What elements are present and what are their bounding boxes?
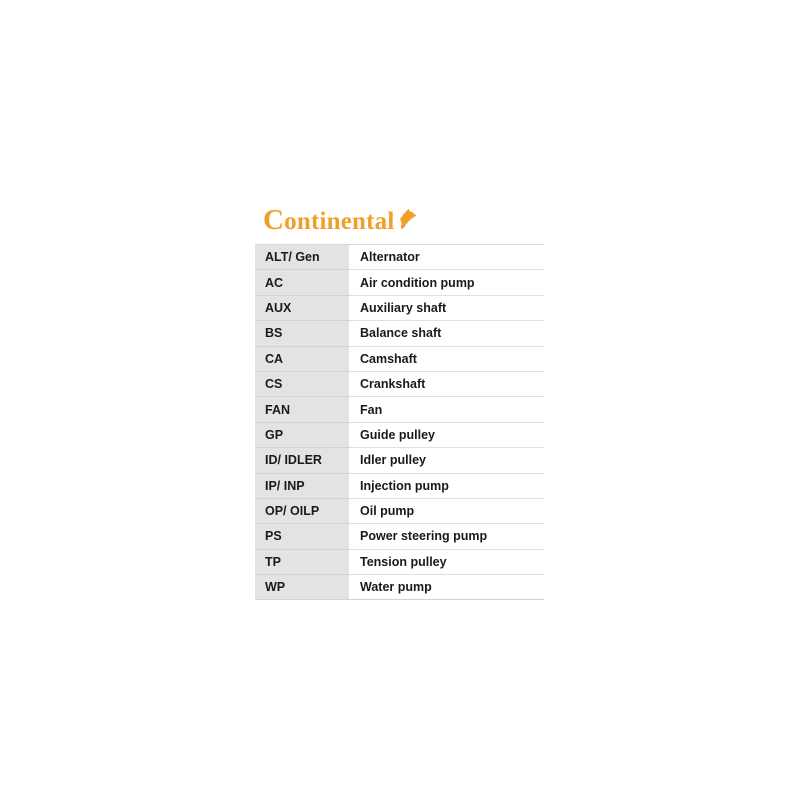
table-row <box>255 473 544 498</box>
brand-header-cell <box>255 196 544 245</box>
row-desc: Idler pulley <box>350 448 545 473</box>
row-abbr: PS <box>255 524 350 549</box>
row-desc: Oil pump <box>350 498 545 523</box>
row-desc: Balance shaft <box>350 321 545 346</box>
row-abbr: AUX <box>255 295 350 320</box>
row-desc: Auxiliary shaft <box>350 295 545 320</box>
row-abbr: WP <box>255 575 350 600</box>
row-desc: Water pump <box>350 575 545 600</box>
row-desc: Fan <box>350 397 545 422</box>
row-abbr: TP <box>255 549 350 574</box>
row-abbr: CA <box>255 346 350 371</box>
row-abbr: IP/ INP <box>255 473 350 498</box>
brand-header-row <box>255 196 544 245</box>
row-abbr: ID/ IDLER <box>255 448 350 473</box>
row-desc: Tension pulley <box>350 549 545 574</box>
row-desc: Power steering pump <box>350 524 545 549</box>
row-desc: Camshaft <box>350 346 545 371</box>
row-abbr: ALT/ Gen <box>255 245 350 270</box>
row-abbr: GP <box>255 422 350 447</box>
table-row <box>255 270 544 295</box>
table-row <box>255 245 544 270</box>
table-row <box>255 448 544 473</box>
abbreviation-legend-table <box>255 196 544 600</box>
table-row <box>255 498 544 523</box>
table-row <box>255 422 544 447</box>
table-row <box>255 549 544 574</box>
row-abbr: AC <box>255 270 350 295</box>
row-desc: Alternator <box>350 245 545 270</box>
table-row <box>255 346 544 371</box>
row-desc: Guide pulley <box>350 422 545 447</box>
table-row <box>255 397 544 422</box>
brand-logo <box>255 196 544 244</box>
table-row <box>255 295 544 320</box>
continental-horse-icon <box>398 209 418 231</box>
row-desc: Crankshaft <box>350 371 545 396</box>
legend-table-body <box>255 196 544 600</box>
brand-wordmark-rest: ontinental <box>284 207 395 235</box>
brand-wordmark <box>263 204 395 237</box>
row-desc: Air condition pump <box>350 270 545 295</box>
row-abbr: BS <box>255 321 350 346</box>
row-abbr: FAN <box>255 397 350 422</box>
table-row <box>255 524 544 549</box>
table-row <box>255 321 544 346</box>
row-desc: Injection pump <box>350 473 545 498</box>
table-row <box>255 371 544 396</box>
row-abbr: CS <box>255 371 350 396</box>
table-row <box>255 575 544 600</box>
row-abbr: OP/ OILP <box>255 498 350 523</box>
brand-wordmark-initial: C <box>263 203 285 236</box>
